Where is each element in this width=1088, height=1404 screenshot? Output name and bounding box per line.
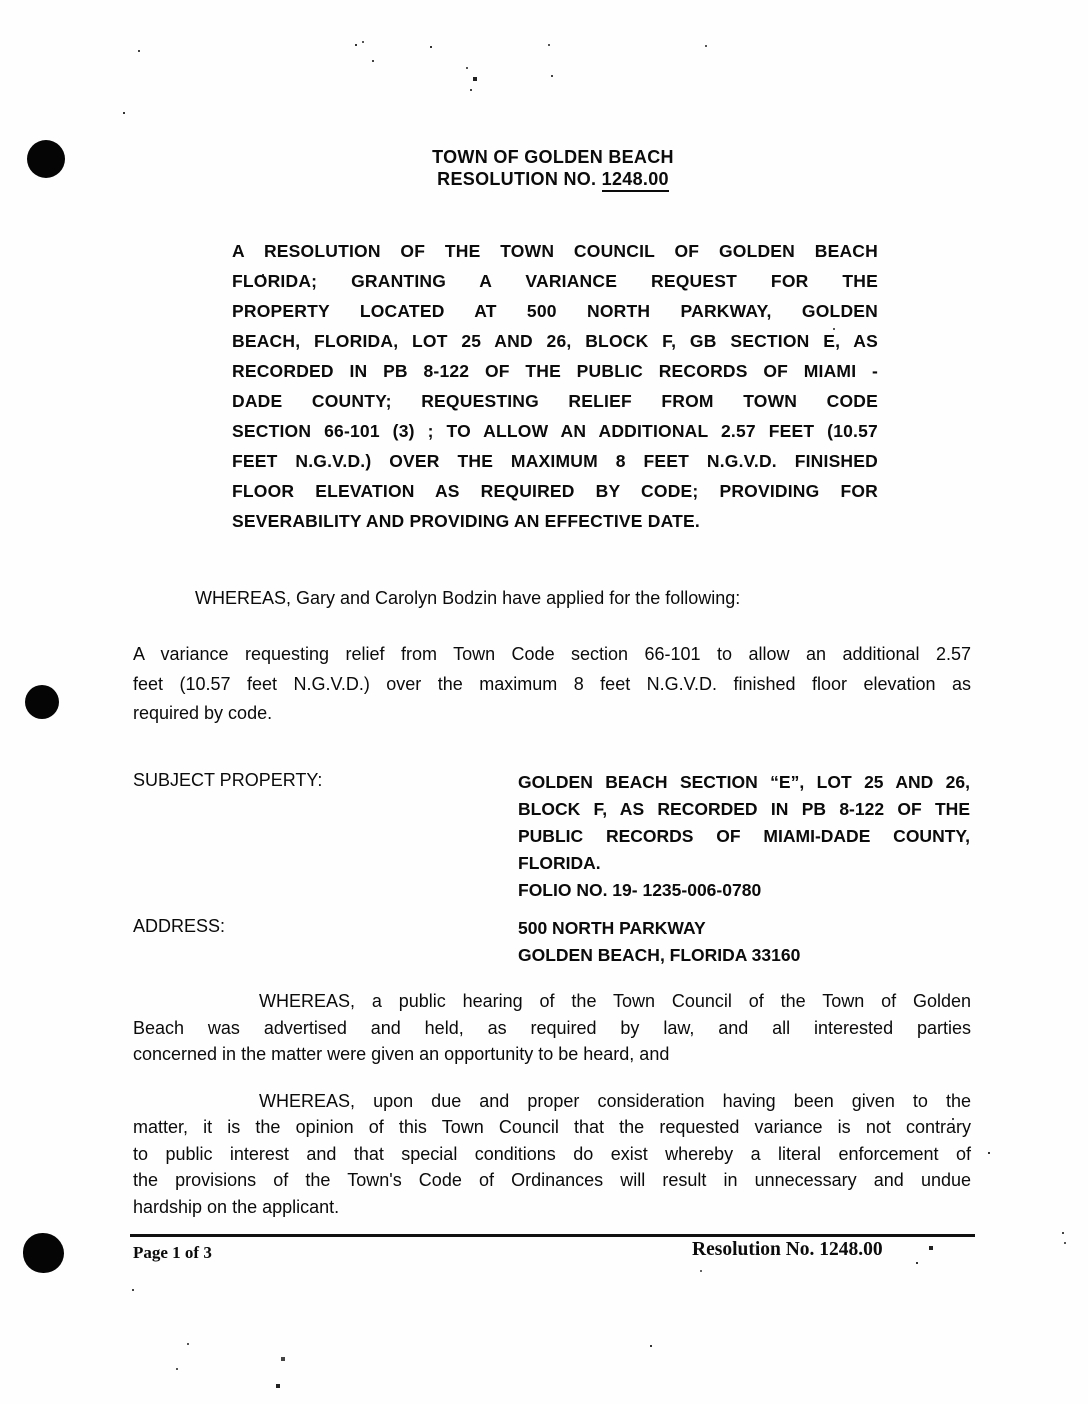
resolution-summary-line: FLOOR ELEVATION AS REQUIRED BY CODE; PROVIDING FOR (232, 481, 878, 501)
whereas-consideration-paragraph (133, 1088, 971, 1220)
variance-line: A variance requesting relief from Town Code section 66-101 to allow an additional 2.57 (133, 644, 971, 664)
resolution-summary-line: FEET N.G.V.D.) OVER THE MAXIMUM 8 FEET N.G.V.D. FINISHED (232, 451, 878, 471)
resolution-summary-line: PROPERTY LOCATED AT 500 NORTH PARKWAY, GOLDEN (232, 301, 878, 321)
whereas-consideration-line: the provisions of the Town's Code of Ordinances will result in unnecessary and undue (133, 1170, 971, 1191)
whereas-consideration-line: to public interest and that special conditions do exist whereby a literal enforcement of (133, 1143, 971, 1164)
footer-divider-rule (130, 1234, 975, 1237)
subject-property-label: SUBJECT PROPERTY: (133, 770, 323, 790)
resolution-summary-line: DADE COUNTY; REQUESTING RELIEF FROM TOWN CODE (232, 391, 878, 411)
address-label: ADDRESS: (133, 916, 226, 936)
whereas-hearing-line: Beach was advertised and held, as required by law, and all interested parties (133, 1017, 971, 1038)
folio-number-line: FOLIO NO. 19- 1235-006-0780 (518, 880, 762, 900)
resolution-number: 1248.00 (602, 169, 669, 192)
document-header (9, 146, 1088, 190)
footer-page-number: Page 1 of 3 (133, 1243, 212, 1262)
resolution-no-prefix: RESOLUTION NO. (437, 169, 602, 189)
whereas-hearing-paragraph (133, 988, 971, 1068)
variance-line: feet (10.57 feet N.G.V.D.) over the maximum 8 feet N.G.V.D. finished floor elevation as (133, 673, 971, 694)
hole-punch-mark-bottom (23, 1233, 64, 1273)
address-line: GOLDEN BEACH, FLORIDA 33160 (518, 945, 801, 965)
footer-resolution-number: Resolution No. 1248.00 (692, 1239, 883, 1260)
subject-property-line: BLOCK F, AS RECORDED IN PB 8-122 OF THE (518, 799, 970, 819)
variance-line: required by code. (133, 703, 273, 723)
subject-property-line: GOLDEN BEACH SECTION “E”, LOT 25 AND 26, (518, 772, 970, 792)
resolution-summary-line: SECTION 66-101 (3) ; TO ALLOW AN ADDITIONAL 2.57 FEET (10.57 (232, 421, 878, 441)
variance-paragraph (133, 640, 971, 729)
hole-punch-mark-middle (25, 685, 59, 719)
resolution-summary-block (232, 236, 878, 536)
address-value (518, 915, 970, 969)
scan-noise-specks (0, 0, 2, 2)
subject-property-line: PUBLIC RECORDS OF MIAMI-DADE COUNTY, (518, 826, 970, 846)
whereas-hearing-line: WHEREAS, a public hearing of the Town Council of the Town of Golden (259, 991, 971, 1011)
resolution-summary-line: BEACH, FLORIDA, LOT 25 AND 26, BLOCK F, GB SECTION E, AS (232, 331, 878, 351)
whereas-applied-line: WHEREAS, Gary and Carolyn Bodzin have applied for the following: (195, 588, 741, 608)
subject-property-line: FLORIDA. (518, 853, 601, 873)
resolution-summary-line: FLORIDA; GRANTING A VARIANCE REQUEST FOR THE (232, 271, 878, 291)
whereas-consideration-line: hardship on the applicant. (133, 1196, 340, 1217)
resolution-summary-line: SEVERABILITY AND PROVIDING AN EFFECTIVE DATE. (232, 511, 700, 531)
resolution-summary-line: RECORDED IN PB 8-122 OF THE PUBLIC RECORDS OF MIAMI - (232, 361, 878, 381)
whereas-consideration-line: matter, it is the opinion of this Town Council that the requested variance is not contrary (133, 1117, 971, 1138)
header-town-title: TOWN OF GOLDEN BEACH (432, 147, 674, 167)
whereas-hearing-line: concerned in the matter were given an opportunity to be heard, and (133, 1044, 670, 1065)
address-line: 500 NORTH PARKWAY (518, 918, 706, 938)
header-resolution-no (9, 168, 1088, 190)
whereas-consideration-line: WHEREAS, upon due and proper consideration having been given to the (259, 1091, 971, 1111)
subject-property-value (518, 769, 970, 904)
resolution-summary-line: A RESOLUTION OF THE TOWN COUNCIL OF GOLDEN BEACH (232, 241, 878, 261)
